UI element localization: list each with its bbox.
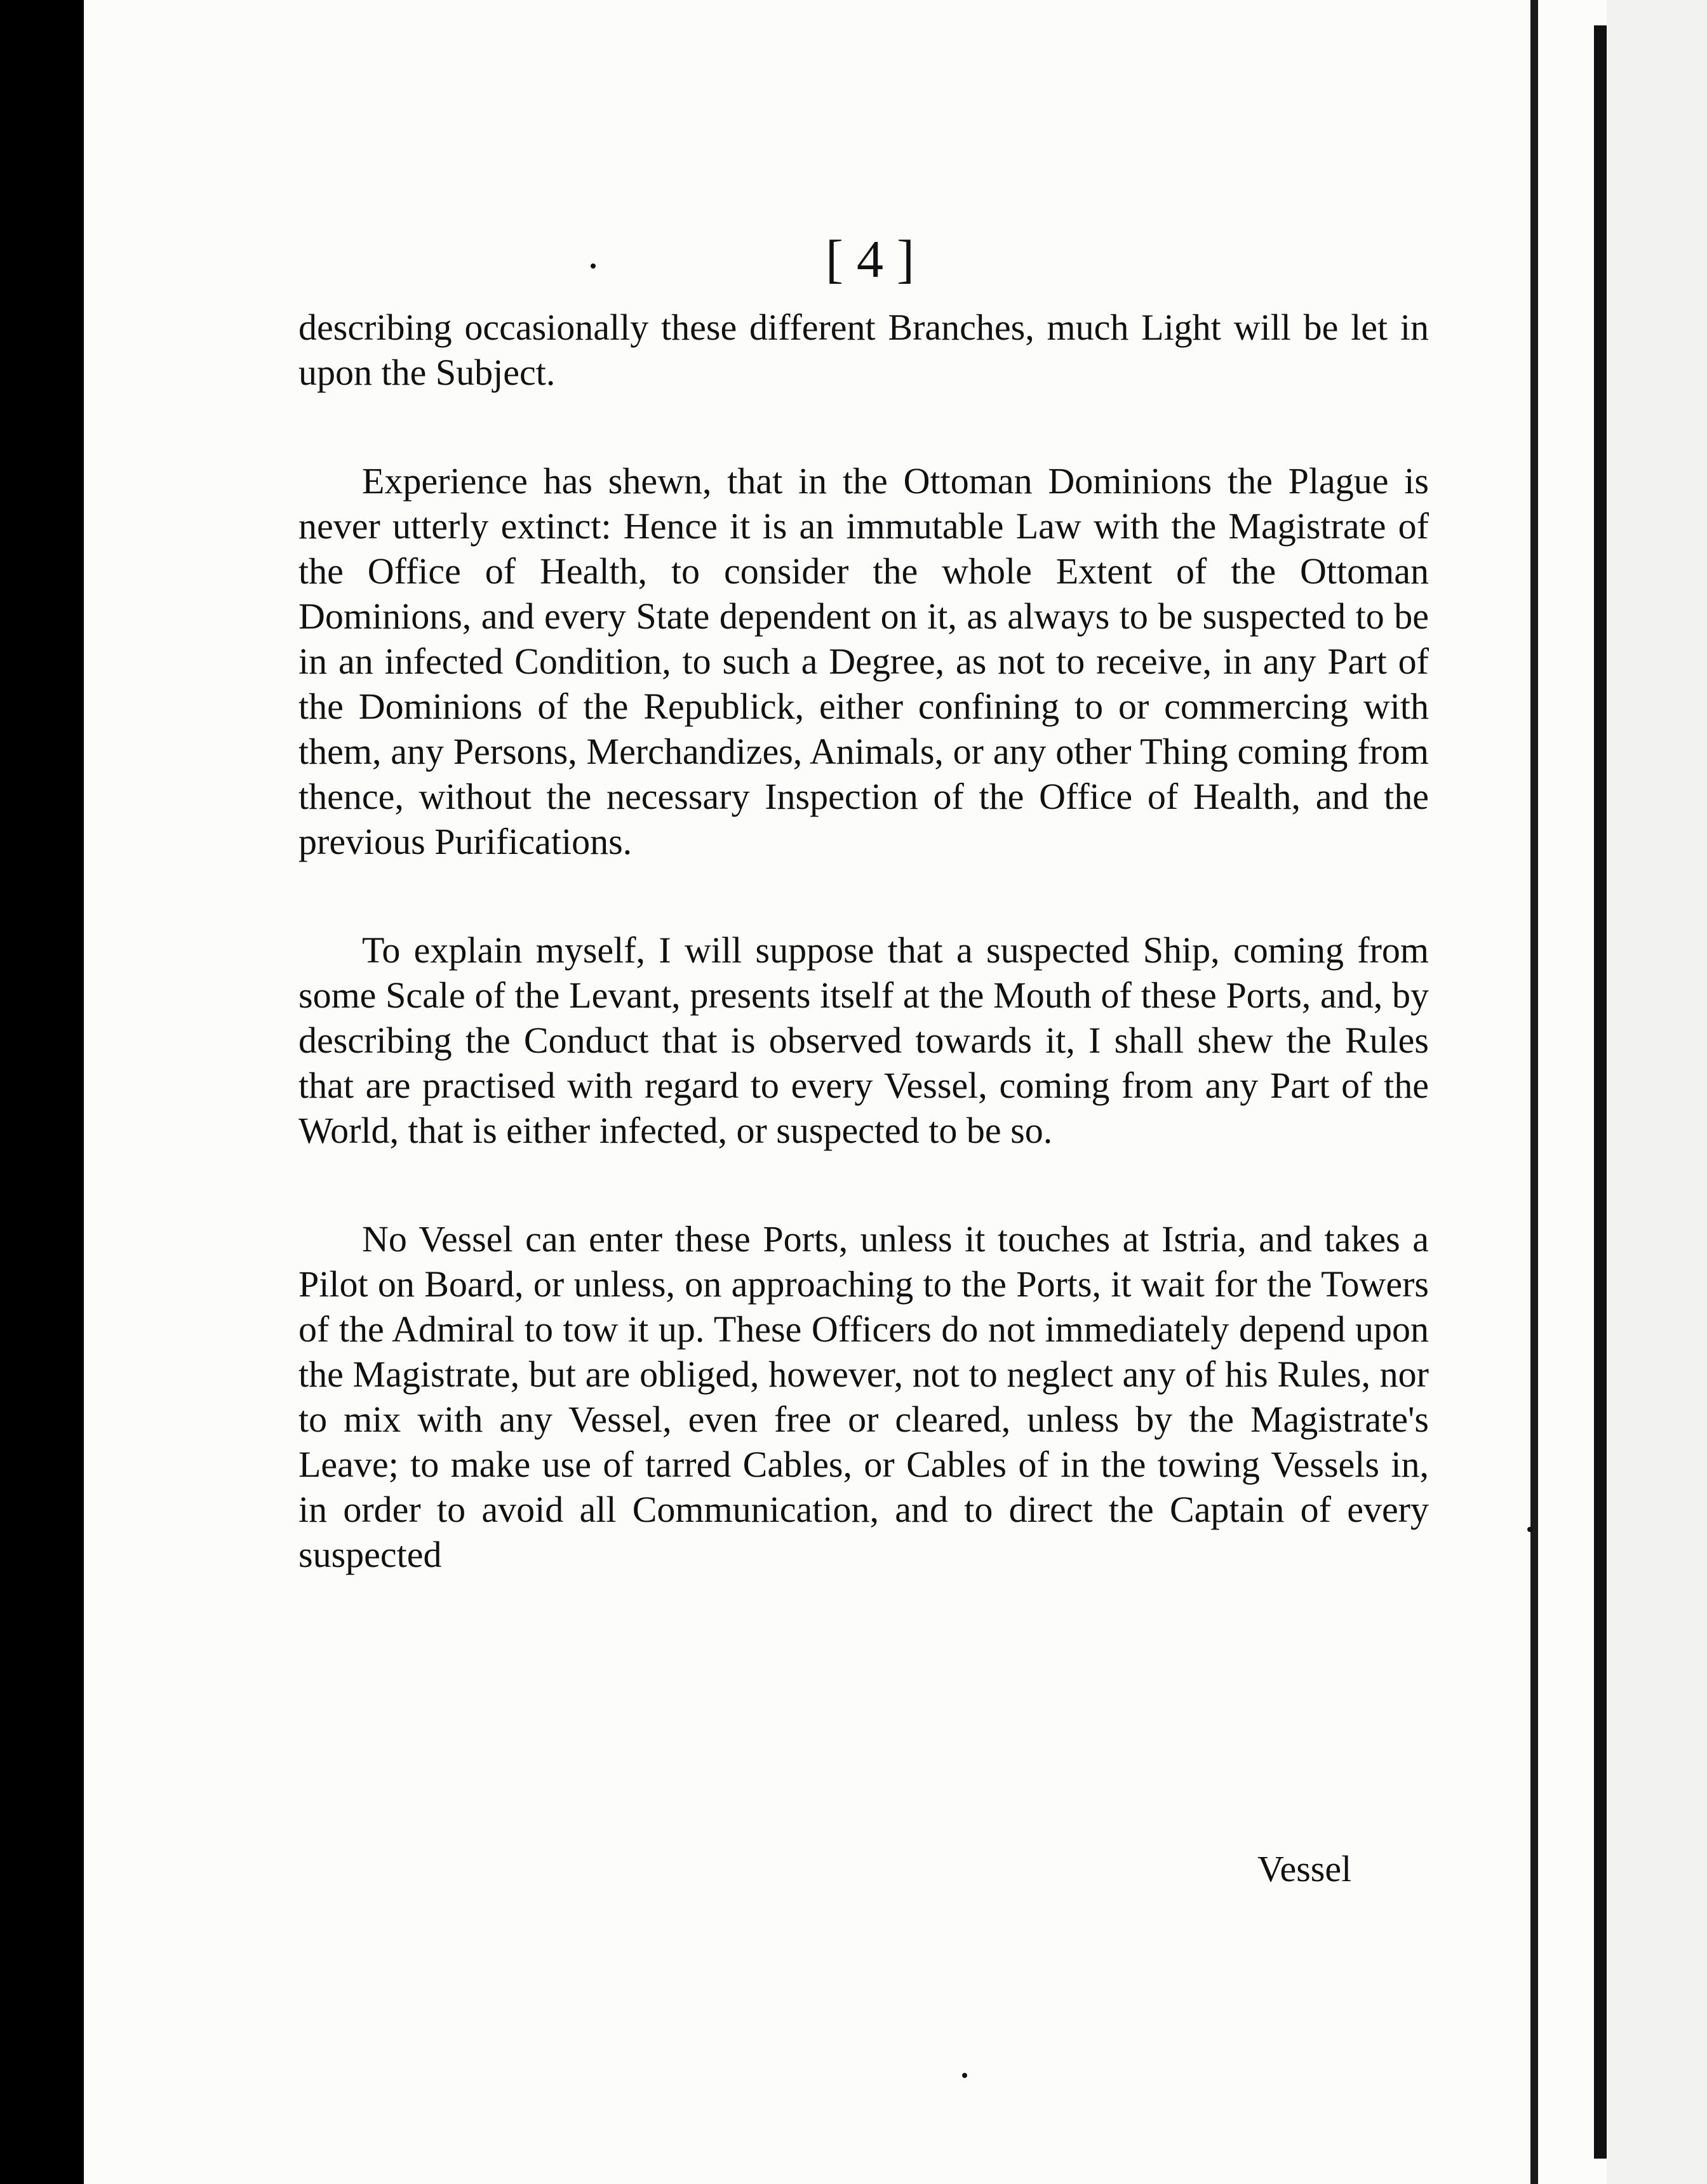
- body-text: [298, 229, 1429, 1641]
- paragraph-4: No Vessel can enter these Ports, unless it touches at Istria, and takes a Pilot on Board, or unless, on approaching to the Ports, it wait for the Towers of the Admiral to tow it up. These Officers do not immediately depend upon the Magistrate, but are obliged, however, not to neglect any of his Rules, nor to mix with any Vessel, even free or cleared, unless by the Magistrate's Leave; to make use of tarred Cables, or Cables of in the towing Vessels in, in order to avoid all Communication, and to direct the Captain of every suspected: [298, 1218, 1429, 1575]
- ink-speck: [1527, 1527, 1532, 1532]
- catchword: Vessel: [1257, 1848, 1352, 1889]
- paragraph-3: To explain myself, I will suppose that a suspected Ship, coming from some Scale of the Levant, presents itself at the Mouth of these Ports, and, by describing the Conduct that is observed towards it, I shall shew the Rules that are practised with regard to every Vessel, coming from any Part of the World, that is either infected, or suspected to be so.: [298, 929, 1429, 1151]
- paragraph-2: Experience has shewn, that in the Ottoman Dominions the Plague is never utterly extinct: Hence it is an immutable Law with the Magistrate of the Office of Health, to consider the whole Extent of the Ottoman Dominions, and every State dependent on it, as always to be suspected to be in an infected Condition, to such a Degree, as not to receive, in any Part of the Dominions of the Republick, either confining to or commercing with them, any Persons, Merchandizes, Animals, or any other Thing coming from thence, without the necessary Inspection of the Office of Health, and the previous Purifications.: [298, 460, 1429, 862]
- next-page-edge: [1607, 0, 1707, 2184]
- ink-speck: [962, 2073, 967, 2078]
- ink-speck: [591, 263, 596, 269]
- page-gutter: [1530, 0, 1538, 2184]
- paragraph-1: describing occasionally these different Branches, much Light will be let in upon the Subject.: [298, 307, 1429, 393]
- page-number: [ 4 ]: [826, 230, 914, 289]
